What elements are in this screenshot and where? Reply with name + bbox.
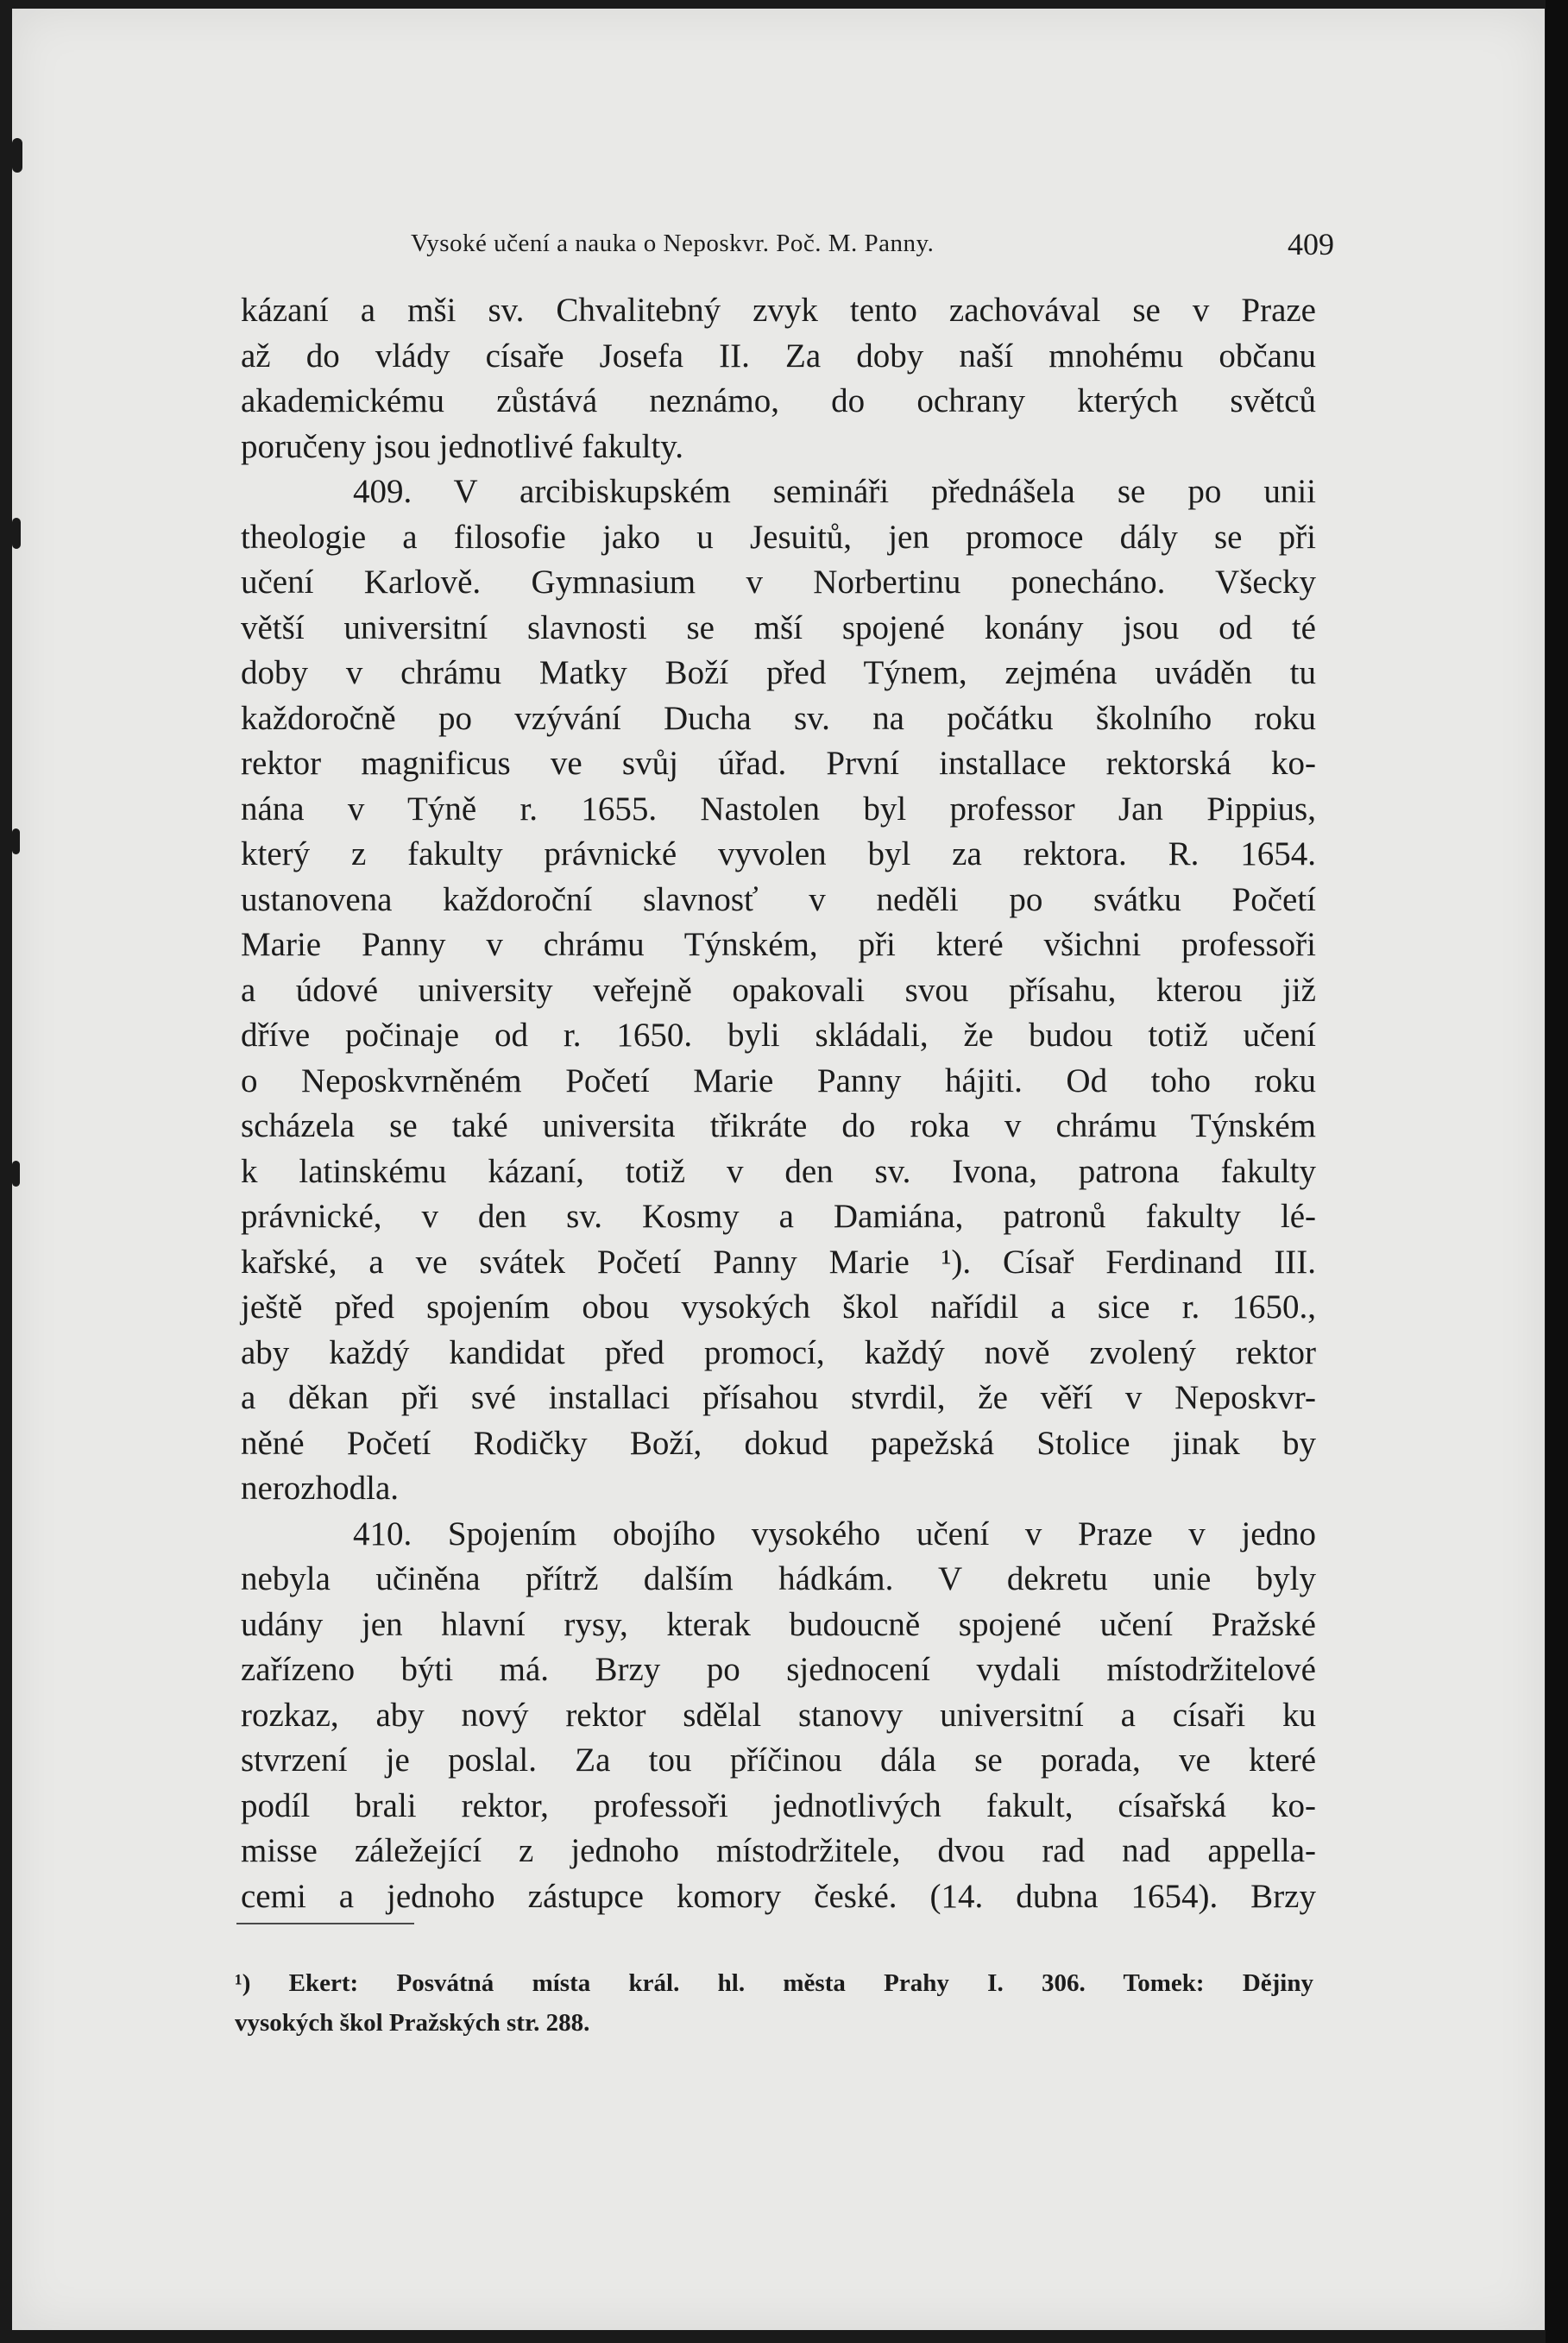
text-line: theologie a filosofie jako u Jesuitů, jen promoce dály se při [241, 518, 1316, 556]
text-line: nerozhodla. [241, 1470, 400, 1507]
text-line: o Neposkvrněném Početí Marie Panny hájiti. Od toho roku [241, 1061, 1316, 1099]
text-line: dříve počinaje od r. 1650. byli skládali, že budou totiž učení [241, 1017, 1316, 1054]
text-line: Marie Panny v chrámu Týnském, při které všichni professoři [241, 926, 1316, 963]
text-line: doby v chrámu Matky Boží před Týnem, zejména uváděn tu [241, 654, 1316, 691]
book-page [12, 9, 1545, 2330]
text-line: až do vlády císaře Josefa II. Za doby naší mnohému občanu [241, 337, 1316, 375]
running-title: Vysoké učení a nauka o Neposkvr. Poč. M. Panny. [411, 230, 935, 257]
text-line: kázaní a mši sv. Chvalitebný zvyk tento zachovával se v Praze [241, 292, 1316, 329]
footnote-line: ¹) Ekert: Posvátná místa král. hl. města Prahy I. 306. Tomek: Dějiny [235, 1969, 1313, 1997]
page-number: 409 [1288, 227, 1334, 261]
footnote-separator [236, 1923, 414, 1924]
text-line: ustanovena každoroční slavnosť v neděli po svátku Početí [241, 880, 1316, 918]
main-text [241, 288, 1316, 1919]
text-line: akademickému zůstává neznámo, do ochrany kterých světců [241, 382, 1316, 419]
text-line: a děkan při své installaci přísahou stvrdil, že věří v Neposkvr- [241, 1379, 1316, 1416]
text-line: zařízeno býti má. Brzy po sjednocení vydali místodržitelové [241, 1651, 1316, 1688]
text-line: kařské, a ve svátek Početí Panny Marie ¹). Císař Ferdinand III. [241, 1243, 1316, 1281]
text-line: větší universitní slavnosti se mší spojené konány jsou od té [241, 608, 1316, 646]
binding-mark [12, 828, 20, 854]
paragraph-410-start: 410. Spojením obojího vysokého učení v Praze v jedno [353, 1515, 1316, 1553]
running-header [411, 226, 1334, 269]
text-line: stvrzení je poslal. Za tou příčinou dála se porada, ve které [241, 1742, 1316, 1779]
text-line: misse záležející z jednoho místodržitele, dvou rad nad appella- [241, 1832, 1316, 1869]
scan-edge [1546, 0, 1568, 2343]
text-line: učení Karlově. Gymnasium v Norbertinu ponecháno. Všecky [241, 564, 1316, 601]
text-line: každoročně po vzývání Ducha sv. na počátku školního roku [241, 699, 1316, 737]
text-line: ještě před spojením obou vysokých škol nařídil a sice r. 1650., [241, 1288, 1316, 1326]
text-line: a údové university veřejně opakovali svou přísahu, kterou již [241, 971, 1316, 1009]
binding-mark [12, 518, 21, 549]
text-line: právnické, v den sv. Kosmy a Damiána, patronů fakulty lé- [241, 1198, 1316, 1235]
binding-mark [12, 1161, 20, 1187]
text-line: udány jen hlavní rysy, kterak budoucně spojené učení Pražské [241, 1605, 1316, 1643]
text-line: nebyla učiněna přítrž dalším hádkám. V dekretu unie byly [241, 1560, 1316, 1597]
text-line: cemi a jednoho zástupce komory české. (14. dubna 1654). Brzy [241, 1877, 1316, 1915]
text-line: k latinskému kázaní, totiž v den sv. Ivona, patrona fakulty [241, 1152, 1316, 1190]
text-line: něné Početí Rodičky Boží, dokud papežská Stolice jinak by [241, 1424, 1316, 1462]
footnote [235, 1963, 1313, 2043]
text-line: poručeny jsou jednotlivé fakulty. [241, 427, 684, 465]
text-line: který z fakulty právnické vyvolen byl za rektora. R. 1654. [241, 835, 1316, 872]
text-line: scházela se také universita třikráte do roka v chrámu Týnském [241, 1107, 1316, 1144]
text-line: rektor magnificus ve svůj úřad. První installace rektorská ko- [241, 745, 1316, 782]
footnote-line: vysokých škol Pražských str. 288. [235, 2009, 590, 2037]
paragraph-409-start: 409. V arcibiskupském semináři přednášela se po unii [353, 473, 1316, 510]
text-line: nána v Týně r. 1655. Nastolen byl professor Jan Pippius, [241, 790, 1316, 828]
text-line: aby každý kandidat před promocí, každý nově zvolený rektor [241, 1333, 1316, 1371]
text-line: rozkaz, aby nový rektor sdělal stanovy universitní a císaři ku [241, 1696, 1316, 1734]
binding-mark [12, 138, 22, 173]
text-line: podíl brali rektor, professoři jednotlivých fakult, císařská ko- [241, 1786, 1316, 1824]
